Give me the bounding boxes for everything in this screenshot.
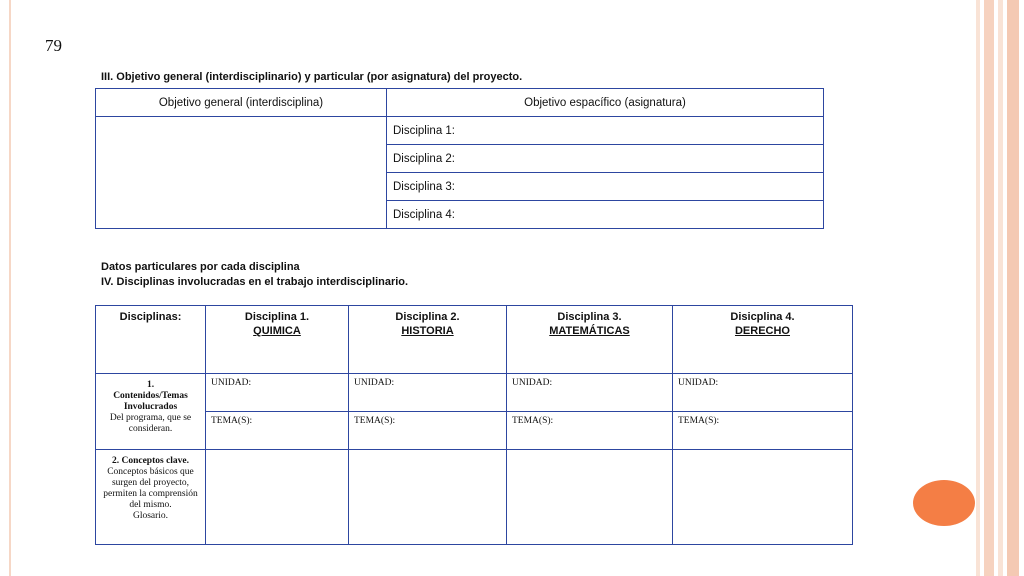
right-decorative-stripes — [976, 0, 1024, 576]
contents-row-number: 1. — [146, 380, 155, 390]
section-4-title: IV. Disciplinas involucradas en el trabajo interdisciplinario. — [101, 276, 409, 288]
objectives-table — [95, 88, 824, 229]
section-4-subtitle: Datos particulares por cada disciplina — [101, 261, 300, 273]
discipline-column-header — [349, 306, 507, 374]
disciplines-table — [95, 305, 853, 545]
left-decorative-line — [9, 0, 11, 576]
orange-circle-decoration — [913, 480, 975, 526]
tema-cell: TEMA(S): — [206, 412, 349, 450]
unidad-cell: UNIDAD: — [206, 374, 349, 412]
discipline-column-header — [206, 306, 349, 374]
discipline-name: Disicplina 4. — [730, 311, 795, 323]
discipline-name: Disciplina 1. — [244, 311, 310, 323]
discipline-subject: DERECHO — [734, 325, 790, 337]
discipline-column-header — [673, 306, 853, 374]
key-concepts-row-label — [96, 450, 206, 545]
key-concepts-cell — [349, 450, 507, 545]
contents-row-label — [96, 374, 206, 450]
key-concepts-title: 2. Conceptos clave. — [111, 456, 190, 466]
discipline-row: Disciplina 4: — [387, 201, 824, 229]
discipline-subject: HISTORIA — [401, 325, 454, 337]
tema-cell: TEMA(S): — [507, 412, 673, 450]
unidad-cell: UNIDAD: — [507, 374, 673, 412]
contents-row-title: Contenidos/Temas Involucrados — [113, 391, 188, 412]
key-concepts-cell — [507, 450, 673, 545]
key-concepts-cell — [673, 450, 853, 545]
key-concepts-glossary: Glosario. — [132, 511, 169, 521]
discipline-subject: MATEMÁTICAS — [549, 325, 630, 337]
discipline-row: Disciplina 2: — [387, 145, 824, 173]
general-objective-header: Objetivo general (interdisciplina) — [96, 89, 387, 117]
discipline-row: Disciplina 1: — [387, 117, 824, 145]
discipline-name: Disciplina 3. — [557, 311, 622, 323]
key-concepts-cell — [206, 450, 349, 545]
page-number: 79 — [45, 36, 62, 55]
discipline-row: Disciplina 3: — [387, 173, 824, 201]
section-3-title: III. Objetivo general (interdisciplinario) y particular (por asignatura) del proyecto. — [101, 71, 523, 83]
key-concepts-desc: Conceptos básicos que surgen del proyecto, permiten la comprensión del mismo. — [103, 467, 198, 510]
discipline-column-header — [507, 306, 673, 374]
unidad-cell: UNIDAD: — [673, 374, 853, 412]
discipline-name: Disciplina 2. — [395, 311, 460, 323]
disciplines-header-label: Disciplinas: — [96, 306, 206, 374]
tema-cell: TEMA(S): — [349, 412, 507, 450]
contents-row-desc: Del programa, que se consideran. — [109, 413, 192, 434]
tema-cell: TEMA(S): — [673, 412, 853, 450]
general-objective-cell — [96, 117, 387, 229]
specific-objective-header: Objetivo espacífico (asignatura) — [387, 89, 824, 117]
discipline-subject: QUIMICA — [253, 325, 301, 337]
unidad-cell: UNIDAD: — [349, 374, 507, 412]
